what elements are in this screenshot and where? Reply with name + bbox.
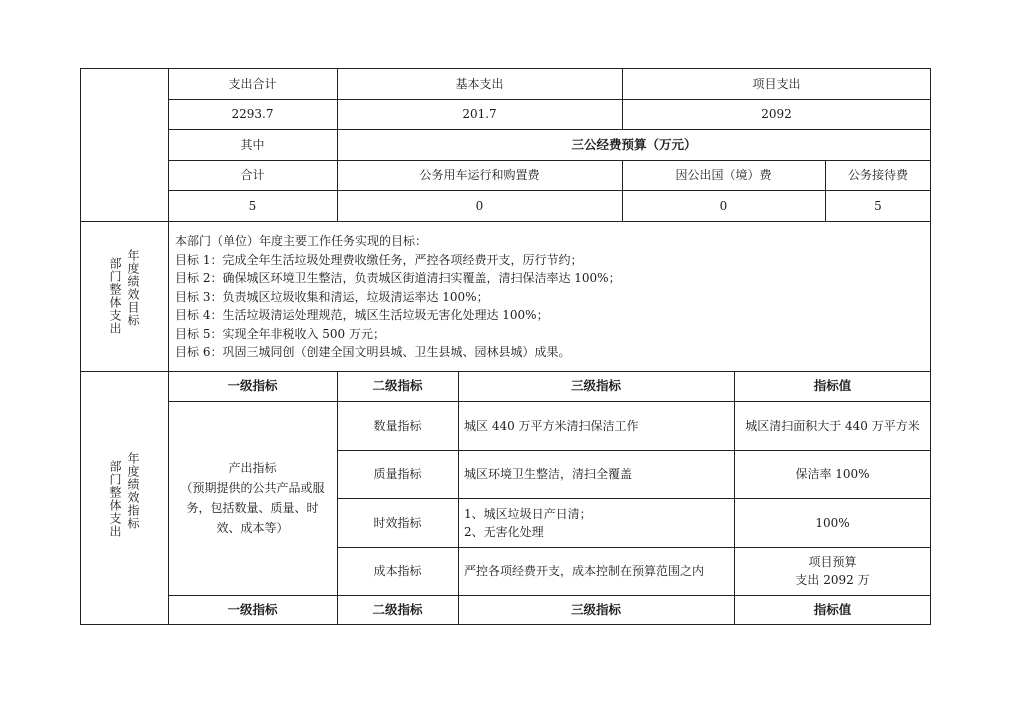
goal-line: 目标 2：确保城区环境卫生整洁，负责城区街道清扫实覆盖，清扫保洁率达 100%； [175,271,621,285]
header-project-expenditure: 项目支出 [752,76,801,91]
value-project-expenditure: 2092 [761,107,792,121]
three-public-header-total: 合计 [240,168,265,182]
goals-side-label-1: 部门整体支出 [108,257,122,335]
indicator-level3-quality: 城区环境卫生整洁，清扫全覆盖 [464,467,633,481]
indicator-footer-value: 指标值 [813,602,852,617]
indicators-side-label-1: 部门整体支出 [108,460,122,538]
three-public-header-vehicle: 公务用车运行和购置费 [419,168,540,182]
indicator-level1-output: 产出指标 （预期提供的公共产品或服务，包括数量、质量、时效、成本等） [180,461,325,535]
header-basic-expenditure: 基本支出 [455,76,504,91]
indicator-level3-cost: 严控各项经费开支，成本控制在预算范围之内 [464,564,705,578]
indicator-level3-timeliness: 1、城区垃圾日产日清； 2、无害化处理 [464,506,592,539]
indicator-level2-quality: 质量指标 [373,467,422,481]
indicator-header-value: 指标值 [813,378,852,393]
goal-line: 目标 4：生活垃圾清运处理规范，城区生活垃圾无害化处理达 100%； [175,308,549,322]
indicator-header-level1: 一级指标 [227,378,278,393]
indicator-footer-level2: 二级指标 [372,602,423,617]
indicator-level2-cost: 成本指标 [373,564,422,578]
three-public-value-abroad: 0 [719,198,728,213]
goal-line: 本部门（单位）年度主要工作任务实现的目标： [175,234,428,248]
header-total-expenditure: 支出合计 [228,76,277,91]
indicators-side-label-2: 年度绩效指标 [126,452,140,530]
indicator-value-quantity: 城区清扫面积大于 440 万平方米 [745,418,920,433]
among-label: 其中 [240,137,265,152]
value-total-expenditure: 2293.7 [231,107,274,121]
three-public-header-abroad: 因公出国（境）费 [675,168,772,182]
goal-line: 目标 3：负责城区垃圾收集和清运，垃圾清运率达 100%； [175,289,489,304]
indicator-value-quality: 保洁率 100% [795,467,870,481]
three-public-value-vehicle: 0 [475,198,484,213]
value-basic-expenditure: 201.7 [462,107,497,121]
indicator-footer-level3: 三级指标 [570,602,621,617]
indicator-value-timeliness: 100% [815,515,850,530]
indicator-level3-quantity: 城区 440 万平方米清扫保洁工作 [464,418,639,433]
col-divider [168,371,169,625]
indicator-value-cost: 项目预算 支出 2092 万 [795,555,870,587]
col-divider [168,221,169,372]
three-public-value-reception: 5 [874,198,882,213]
indicator-level2-timeliness: 时效指标 [373,515,422,530]
row-divider [80,221,931,222]
indicator-header-level2: 二级指标 [372,378,423,393]
indicator-footer-level1: 一级指标 [227,602,278,617]
three-public-title: 三公经费预算（万元） [571,136,697,152]
three-public-value-total: 5 [248,198,257,213]
three-public-header-reception: 公务接待费 [847,168,908,182]
indicator-level2-quantity: 数量指标 [373,418,422,433]
goals-text [175,232,915,362]
indicator-header-level3: 三级指标 [570,378,621,393]
goal-line: 目标 6：巩固三城同创（创建全国文明县城、卫生县城、园林县城）成果。 [175,345,571,359]
goal-line: 目标 1：完成全年生活垃圾处理费收缴任务，严控各项经费开支，厉行节约； [175,252,583,267]
goal-line: 目标 5：实现全年非税收入 500 万元； [175,326,385,341]
goals-side-label-2: 年度绩效目标 [126,249,140,327]
